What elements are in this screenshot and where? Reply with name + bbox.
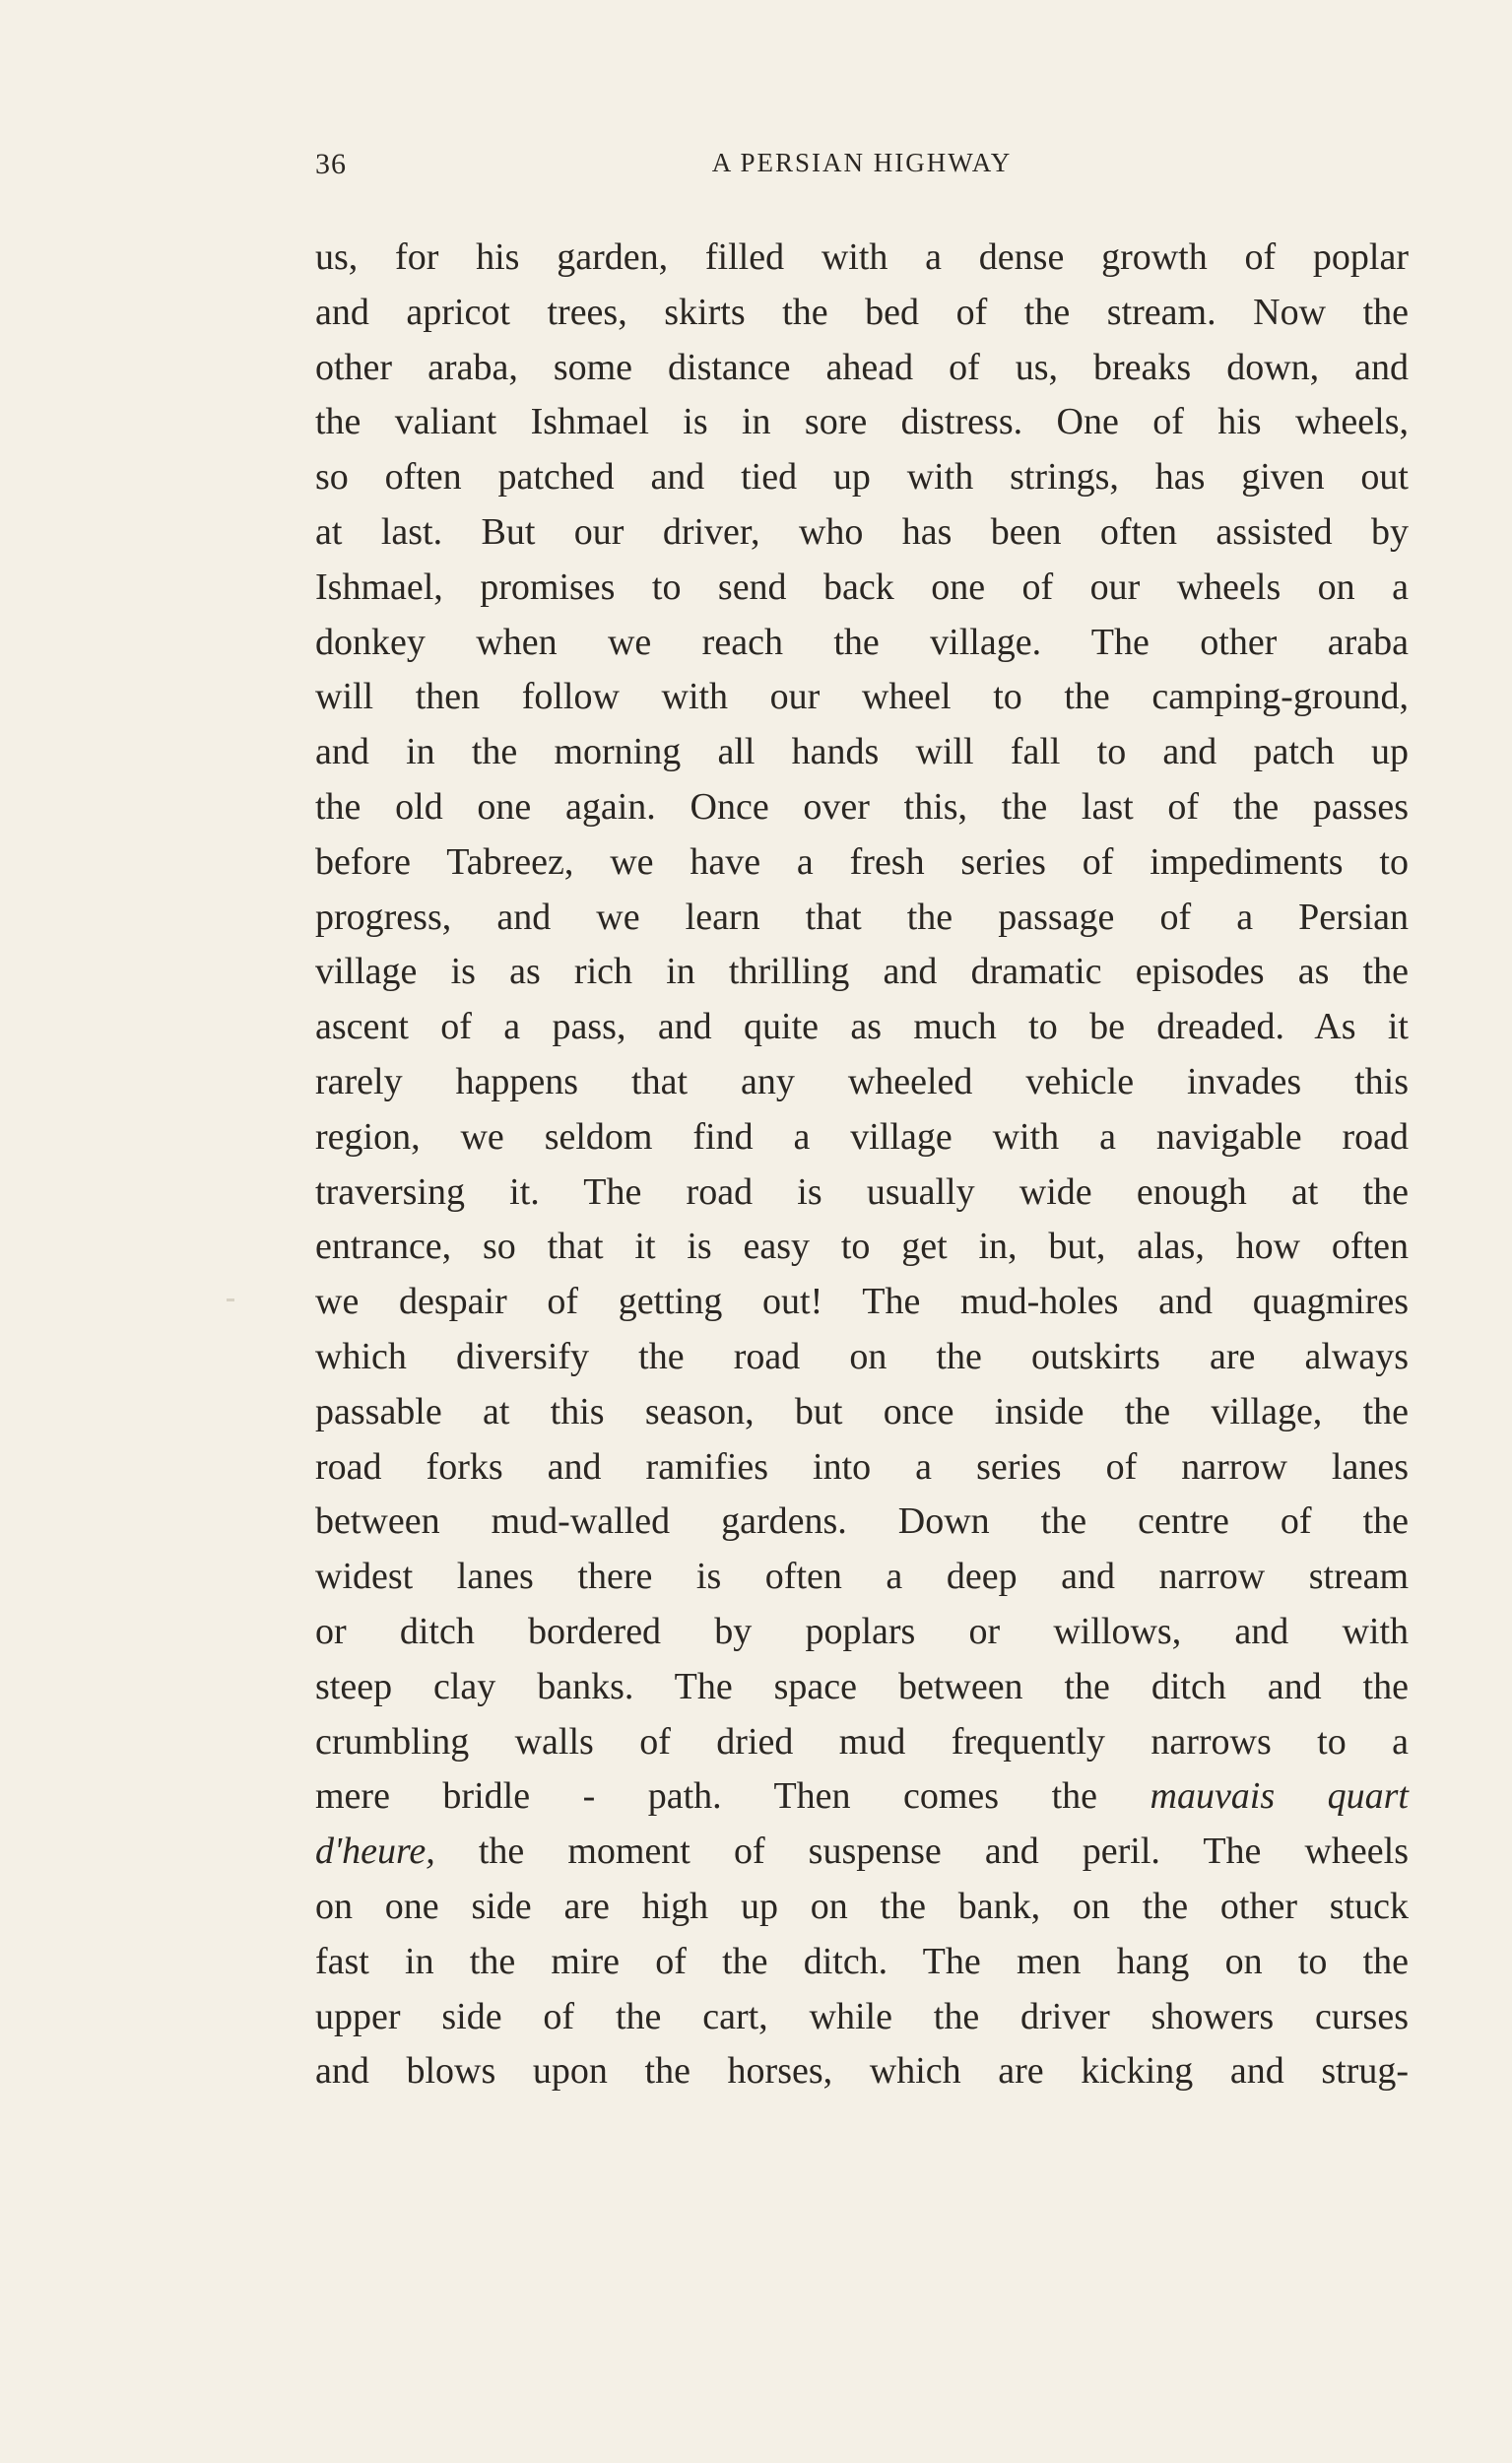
text-line: entrance, so that it is easy to get in, but, alas, how often (315, 1226, 1409, 1268)
text-line: other araba, some distance ahead of us, breaks down, and (315, 346, 1409, 388)
text-line: before Tabreez, we have a fresh series of impediments to (315, 840, 1409, 883)
text-line: the valiant Ishmael is in sore distress. One of his wheels, (315, 401, 1409, 443)
text-line: or ditch bordered by poplars or willows, and with (315, 1610, 1409, 1652)
text-line: and in the morning all hands will fall to and patch up (315, 731, 1409, 773)
text-line: passable at this season, but once inside the village, the (315, 1390, 1409, 1432)
text-line: so often patched and tied up with strings, has given out (315, 456, 1409, 499)
text-line: between mud-walled gardens. Down the centre of the (315, 1500, 1409, 1543)
text-line: on one side are high up on the bank, on the other stuck (315, 1885, 1409, 1927)
text-line: and apricot trees, skirts the bed of the stream. Now the (315, 291, 1409, 333)
italic-phrase: d'heure, (315, 1831, 435, 1873)
text-line: village is as rich in thrilling and dramatic episodes as the (315, 951, 1409, 993)
running-title: A PERSIAN HIGHWAY (711, 148, 1013, 177)
text-line: progress, and we learn that the passage of a Persian (315, 896, 1409, 938)
text-line: us, for his garden, filled with a dense growth of poplar (315, 236, 1409, 278)
page-number: 36 (315, 148, 347, 180)
text-line: will then follow with our wheel to the camping-ground, (315, 676, 1409, 718)
text-line: the old one again. Once over this, the last of the passes (315, 785, 1409, 828)
text-line (315, 1769, 1409, 1825)
text-line: at last. But our driver, who has been often assisted by (315, 510, 1409, 553)
text-line: road forks and ramifies into a series of narrow lanes (315, 1445, 1409, 1488)
text-line: region, we seldom find a village with a navigable road (315, 1115, 1409, 1158)
text-line: steep clay banks. The space between the ditch and the (315, 1665, 1409, 1707)
body-text (315, 231, 1409, 2099)
text-line: Ishmael, promises to send back one of our wheels on a (315, 566, 1409, 608)
text-line: fast in the mire of the ditch. The men hang on to the (315, 1940, 1409, 1982)
margin-mark (227, 1298, 234, 1301)
text-line: upper side of the cart, while the driver showers curses (315, 1995, 1409, 2037)
text-line: crumbling walls of dried mud frequently narrows to a (315, 1720, 1409, 1763)
text-line: we despair of getting out! The mud-holes and quagmires (315, 1281, 1409, 1323)
text-line: donkey when we reach the village. The other araba (315, 621, 1409, 663)
text-line: widest lanes there is often a deep and narrow stream (315, 1556, 1409, 1598)
text-line: traversing it. The road is usually wide enough at the (315, 1170, 1409, 1213)
text-line (315, 1825, 1409, 1880)
line-29-roman: mere bridle - path. Then comes the (315, 1775, 1150, 1818)
text-line: ascent of a pass, and quite as much to be dreaded. As it (315, 1006, 1409, 1048)
text-line: which diversify the road on the outskirts are always (315, 1335, 1409, 1377)
text-line: and blows upon the horses, which are kicking and strug- (315, 2050, 1409, 2093)
italic-phrase: mauvais quart (1150, 1775, 1409, 1818)
text-line: rarely happens that any wheeled vehicle invades this (315, 1060, 1409, 1102)
line-30-roman: the moment of suspense and peril. The wheels (434, 1831, 1409, 1873)
running-head (315, 148, 1409, 187)
